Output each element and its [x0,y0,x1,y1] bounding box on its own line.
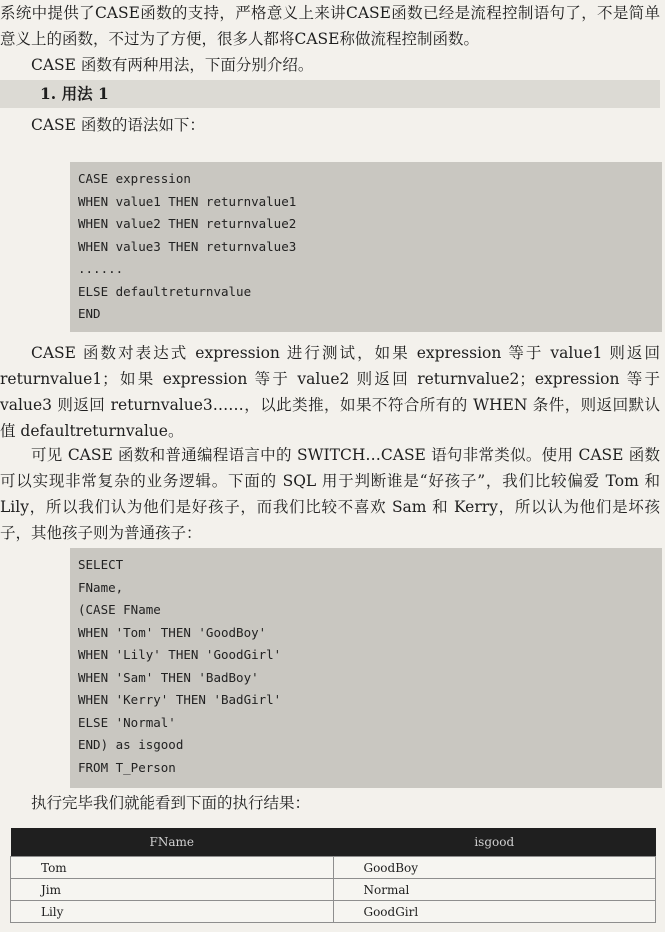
code-line: (CASE FName [78,602,161,617]
switch-comparison: 可见 CASE 函数和普通编程语言中的 SWITCH…CASE 语句非常类似。使用 CASE 函数可以实现非常复杂的业务逻辑。下面的 SQL 用于判断谁是“好孩子”，我们比较偏爱 Tom 和 Lily，所以我们认为他们是好孩子，而我们比较不喜欢 Sam 和 Kerry，所以认为他们是坏孩子，其他孩子则为普通孩子： [0,446,660,542]
code-line: WHEN 'Lily' THEN 'GoodGirl' [78,647,282,662]
table-cell: Jim [11,879,334,901]
table-row [11,857,656,879]
intro-paragraph: 系统中提供了CASE函数的支持，严格意义上来讲CASE函数已经是流程控制语句了，不是简单意义上的函数，不过为了方便，很多人都将CASE称做流程控制函数。 [0,4,660,48]
code-line: WHEN 'Kerry' THEN 'BadGirl' [78,692,282,707]
example-sql-block [70,548,662,788]
code-line: FName, [78,579,124,595]
code-line: ELSE 'Normal' [78,714,176,730]
code-line: WHEN value1 THEN returnvalue1 [78,193,297,209]
column-header-isgood: isgood [333,828,656,857]
column-header-fname: FName [11,828,334,857]
code-line: WHEN 'Tom' THEN 'GoodBoy' [78,624,267,640]
case-explanation: CASE 函数对表达式 expression 进行测试，如果 expression 等于 value1 则返回 returnvalue1；如果 expression 等于 value2 则返回 returnvalue2；expression 等于 value3 则返回 returnvalue3……，以此类推，如果不符合所有的 WHEN 条件，则返回默认值 defaultreturnvalue。 [0,344,660,440]
code-line: FROM T_Person [78,759,176,775]
result-table [10,828,656,923]
code-line: END [78,306,101,321]
code-line: CASE expression [78,171,191,186]
table-cell: Lily [11,901,334,923]
table-cell: Normal [333,879,656,901]
section-heading: 1. 用法 1 [0,80,660,108]
syntax-code-block [70,162,662,332]
result-intro: 执行完毕我们就能看到下面的执行结果： [31,794,311,812]
code-line: WHEN value2 THEN returnvalue2 [78,216,297,231]
code-line: WHEN 'Sam' THEN 'BadBoy' [78,669,259,685]
table-row [11,879,656,901]
table-header-row [11,828,656,857]
usage-overview: CASE 函数有两种用法，下面分别介绍。 [31,56,314,74]
table-cell: Tom [11,857,334,879]
code-line: SELECT [78,557,124,572]
code-line: END) as isgood [78,737,184,752]
code-line: WHEN value3 THEN returnvalue3 [78,238,297,254]
table-cell: GoodGirl [333,901,656,923]
table-row [11,901,656,923]
table-cell: GoodBoy [333,857,656,879]
code-line: ELSE defaultreturnvalue [78,283,252,299]
syntax-intro: CASE 函数的语法如下： [31,116,205,134]
code-line: ...... [78,261,124,276]
